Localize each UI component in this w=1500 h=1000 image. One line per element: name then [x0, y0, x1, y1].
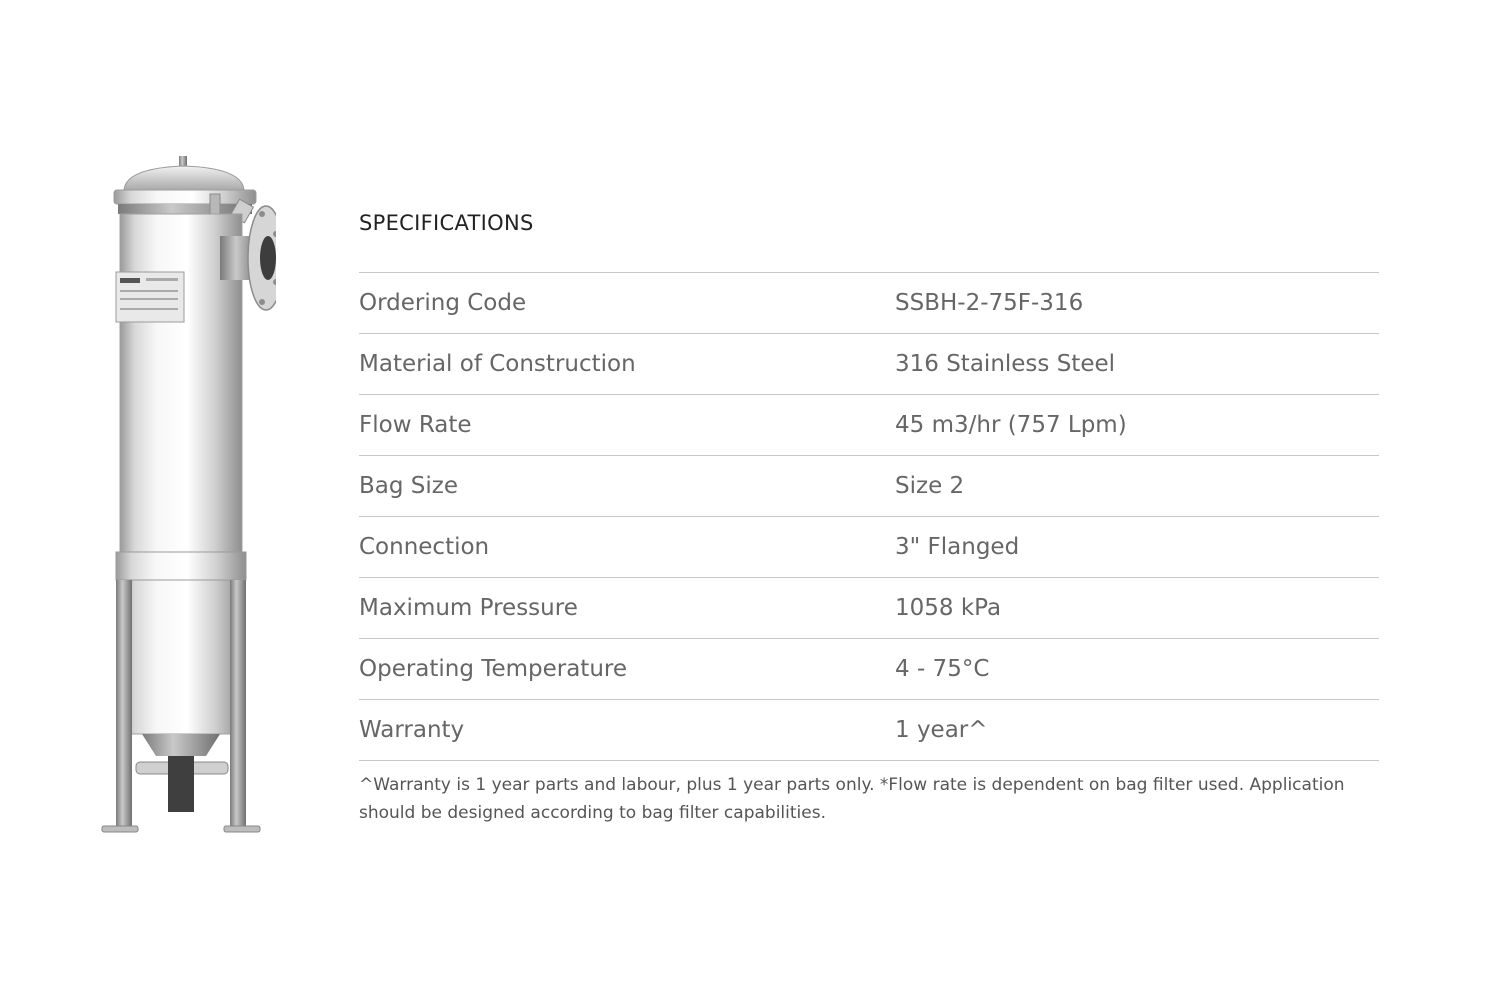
- spec-value-ordering-code: SSBH-2-75F-316: [895, 290, 1084, 316]
- specifications-footnote: ^Warranty is 1 year parts and labour, plus 1 year parts only. *Flow rate is dependent on bag filter used. Application should be designed according to bag filter capabilities.: [359, 775, 1345, 823]
- spec-value-maximum-pressure: 1058 kPa: [895, 595, 1002, 621]
- spec-value-operating-temperature: 4 - 75°C: [895, 656, 990, 682]
- spec-label-material: Material of Construction: [359, 351, 636, 377]
- spec-value-bag-size: Size 2: [895, 473, 965, 499]
- spec-value-material: 316 Stainless Steel: [895, 351, 1116, 377]
- table-row: [359, 334, 1379, 395]
- specifications-table: [359, 272, 1379, 761]
- spec-label-bag-size: Bag Size: [359, 473, 458, 499]
- product-image: [96, 150, 276, 840]
- specifications-section: [359, 205, 1379, 827]
- table-row: [359, 273, 1379, 334]
- spec-label-ordering-code: Ordering Code: [359, 290, 527, 316]
- table-row: [359, 395, 1379, 456]
- table-row: [359, 456, 1379, 517]
- spec-value-flow-rate: 45 m3/hr (757 Lpm): [895, 412, 1127, 438]
- spec-label-operating-temperature: Operating Temperature: [359, 656, 627, 682]
- table-row: [359, 578, 1379, 639]
- spec-label-connection: Connection: [359, 534, 490, 560]
- table-row: [359, 639, 1379, 700]
- spec-label-flow-rate: Flow Rate: [359, 412, 472, 438]
- specifications-title: SPECIFICATIONS: [359, 211, 534, 235]
- spec-value-warranty: 1 year^: [895, 717, 988, 743]
- spec-label-warranty: Warranty: [359, 717, 465, 743]
- table-row: [359, 700, 1379, 761]
- spec-label-maximum-pressure: Maximum Pressure: [359, 595, 578, 621]
- table-row: [359, 517, 1379, 578]
- spec-value-connection: 3" Flanged: [895, 534, 1020, 560]
